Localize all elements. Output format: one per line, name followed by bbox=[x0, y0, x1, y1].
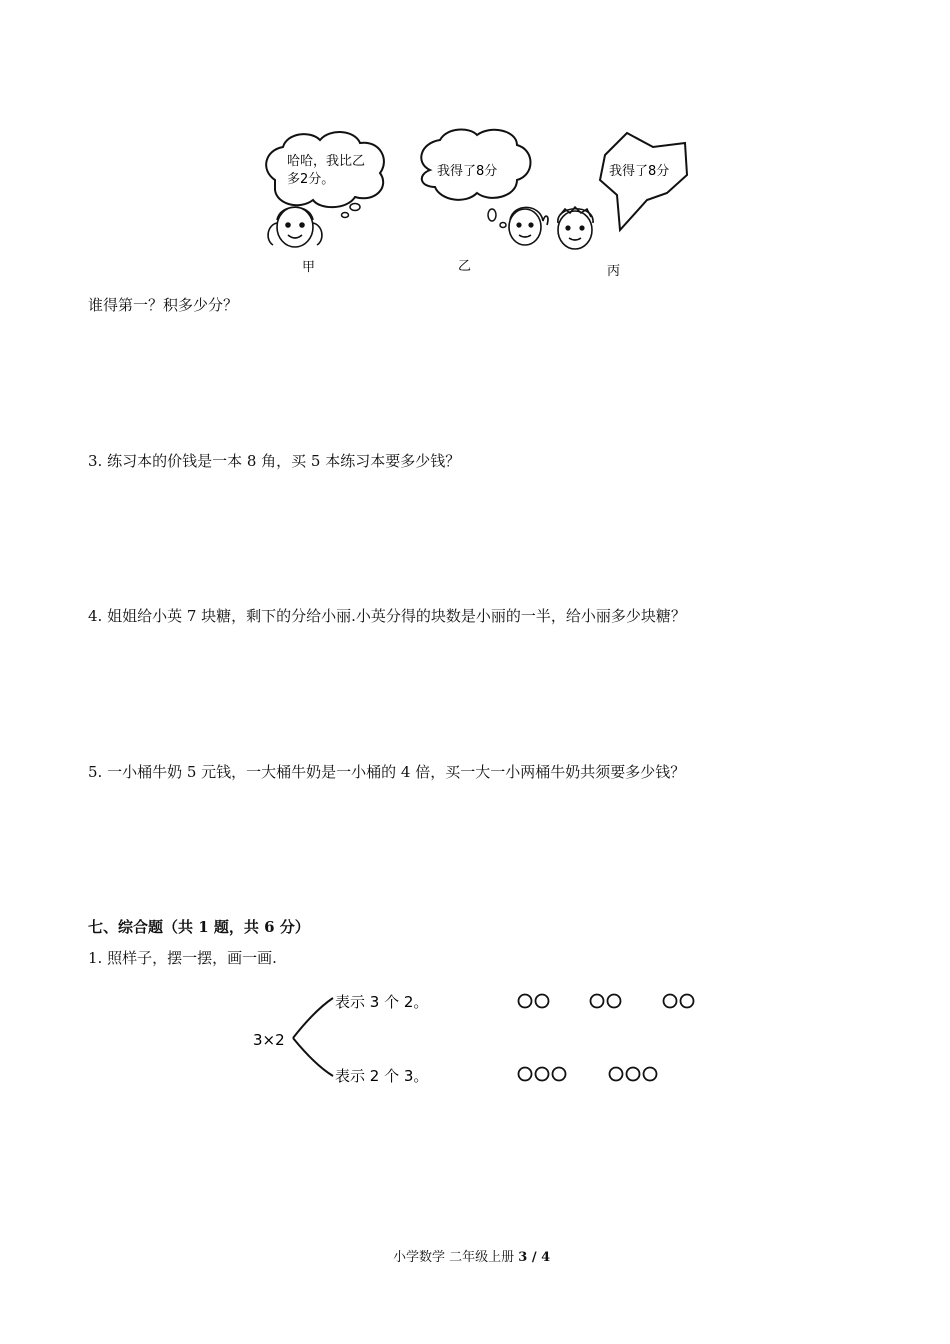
speech-yi: 我得了8分 bbox=[437, 164, 498, 179]
boy-yi-figure bbox=[509, 207, 548, 245]
boy-bing-figure bbox=[558, 207, 593, 249]
circle bbox=[681, 995, 694, 1008]
circle bbox=[644, 1068, 657, 1081]
bottom-circle-groups bbox=[519, 1068, 657, 1081]
branch-bottom-line bbox=[293, 1038, 333, 1076]
circle bbox=[608, 995, 621, 1008]
expression-3x2: 3×2 bbox=[253, 1031, 285, 1049]
branch-top-line bbox=[293, 998, 333, 1038]
label-yi: 乙 bbox=[458, 259, 472, 274]
question-2-subquestion: 谁得第一？积多少分？ bbox=[88, 296, 239, 314]
question-3: 3. 练习本的价钱是一本 8 角，买 5 本练习本要多少钱？ bbox=[88, 452, 461, 470]
circle bbox=[610, 1068, 623, 1081]
circle bbox=[519, 995, 532, 1008]
speech-bubbles-illustration bbox=[255, 125, 700, 285]
girl-jia-figure bbox=[268, 207, 322, 247]
circle bbox=[536, 995, 549, 1008]
top-circle-groups bbox=[519, 995, 694, 1008]
label-jia: 甲 bbox=[302, 260, 316, 275]
top-branch-label: 表示 3 个 2。 bbox=[335, 993, 429, 1011]
circle bbox=[591, 995, 604, 1008]
question-4: 4. 姐姐给小英 7 块糖，剩下的分给小丽.小英分得的块数是小丽的一半，给小丽多少块糖？ bbox=[88, 607, 686, 625]
page-footer bbox=[393, 1246, 550, 1265]
multiplication-diagram bbox=[245, 980, 715, 1090]
speech-jia-line2: 多2分。 bbox=[287, 172, 335, 187]
thought-bubble-jia bbox=[266, 132, 384, 207]
circle bbox=[519, 1068, 532, 1081]
circle bbox=[553, 1068, 566, 1081]
footer-page-number: 3 / 4 bbox=[518, 1250, 551, 1265]
footer-text: 小学数学 二年级上册 bbox=[393, 1250, 519, 1265]
speech-bubble-bing bbox=[600, 133, 687, 230]
section-7-heading: 七、综合题（共 1 题，共 6 分） bbox=[88, 918, 310, 936]
label-bing: 丙 bbox=[607, 264, 621, 279]
circle bbox=[664, 995, 677, 1008]
circle bbox=[536, 1068, 549, 1081]
bottom-branch-label: 表示 2 个 3。 bbox=[335, 1067, 429, 1085]
section-7-question-1: 1. 照样子，摆一摆，画一画. bbox=[88, 949, 277, 967]
speech-bing: 我得了8分 bbox=[609, 164, 670, 179]
question-5: 5. 一小桶牛奶 5 元钱，一大桶牛奶是一小桶的 4 倍，买一大一小两桶牛奶共须要多少钱？ bbox=[88, 763, 686, 781]
circle bbox=[627, 1068, 640, 1081]
speech-jia-line1: 哈哈，我比乙 bbox=[287, 154, 366, 169]
